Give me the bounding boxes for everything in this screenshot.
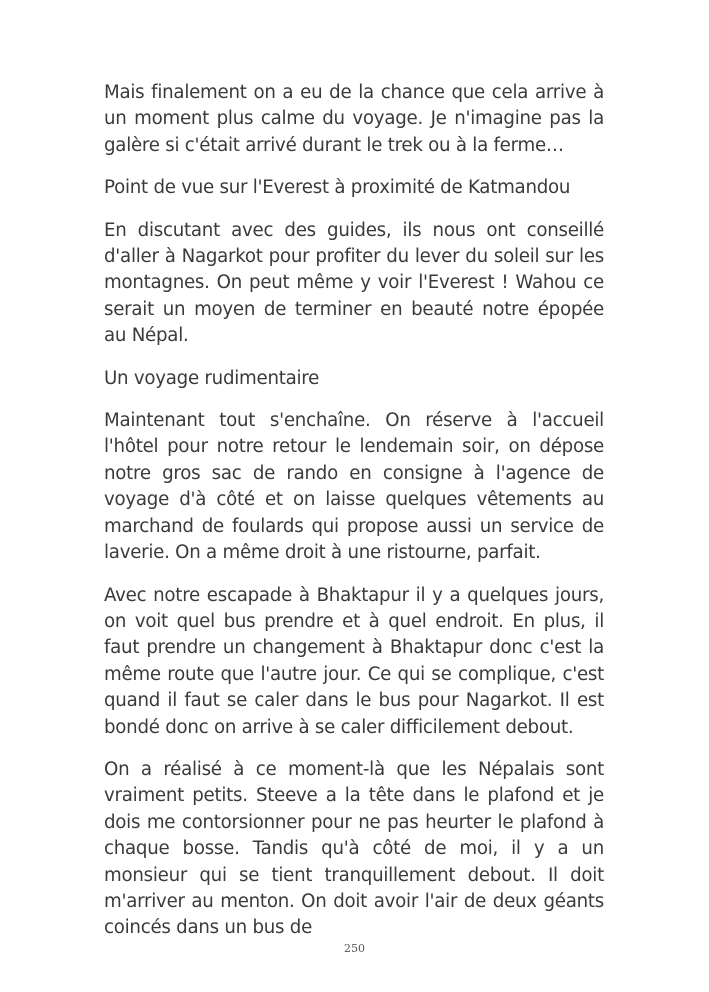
paragraph-5: On a réalisé à ce moment-là que les Népalais sont vraiment petits. Steeve a la tête dans le plafond et je dois me contorsionner pour ne pas heurter le plafond à chaque bosse. Tandis qu'à côté de moi, il y a un monsieur qui se tient tranquillement debout. Il doit m'arriver au menton. On doit avoir l'air de deux géants coincés dans un bus de	[104, 758, 604, 939]
page-body	[104, 80, 604, 958]
paragraph-4: Avec notre escapade à Bhaktapur il y a quelques jours, on voit quel bus prendre et à quel endroit. En plus, il faut prendre un changement à Bhaktapur donc c'est la même route que l'autre jour. Ce qui se complique, c'est quand il faut se caler dans le bus pour Nagarkot. Il est bondé donc on arrive à se caler difficilement debout.	[104, 584, 604, 738]
section-heading-everest: Point de vue sur l'Everest à proximité de Katmandou	[104, 177, 571, 199]
paragraph-3: Maintenant tout s'enchaîne. On réserve à l'accueil l'hôtel pour notre retour le lendemain soir, on dépose notre gros sac de rando en consigne à l'agence de voyage d'à côté et on laisse quelques vêtements au marchand de foulards qui propose aussi un service de laverie. On a même droit à une ristourne, parfait.	[104, 410, 604, 564]
paragraph-2: En discutant avec des guides, ils nous ont conseillé d'aller à Nagarkot pour profiter du lever du soleil sur les montagnes. On peut même y voir l'Everest ! Wahou ce serait un moyen de terminer en beauté notre épopée au Népal.	[104, 219, 604, 347]
paragraph-1: Mais finalement on a eu de la chance que cela arrive à un moment plus calme du voyage. Je n'imagine pas la galère si c'était arrivé durant le trek ou à la ferme…	[104, 82, 604, 156]
section-heading-voyage: Un voyage rudimentaire	[104, 367, 320, 389]
page-number: 250	[344, 942, 365, 955]
